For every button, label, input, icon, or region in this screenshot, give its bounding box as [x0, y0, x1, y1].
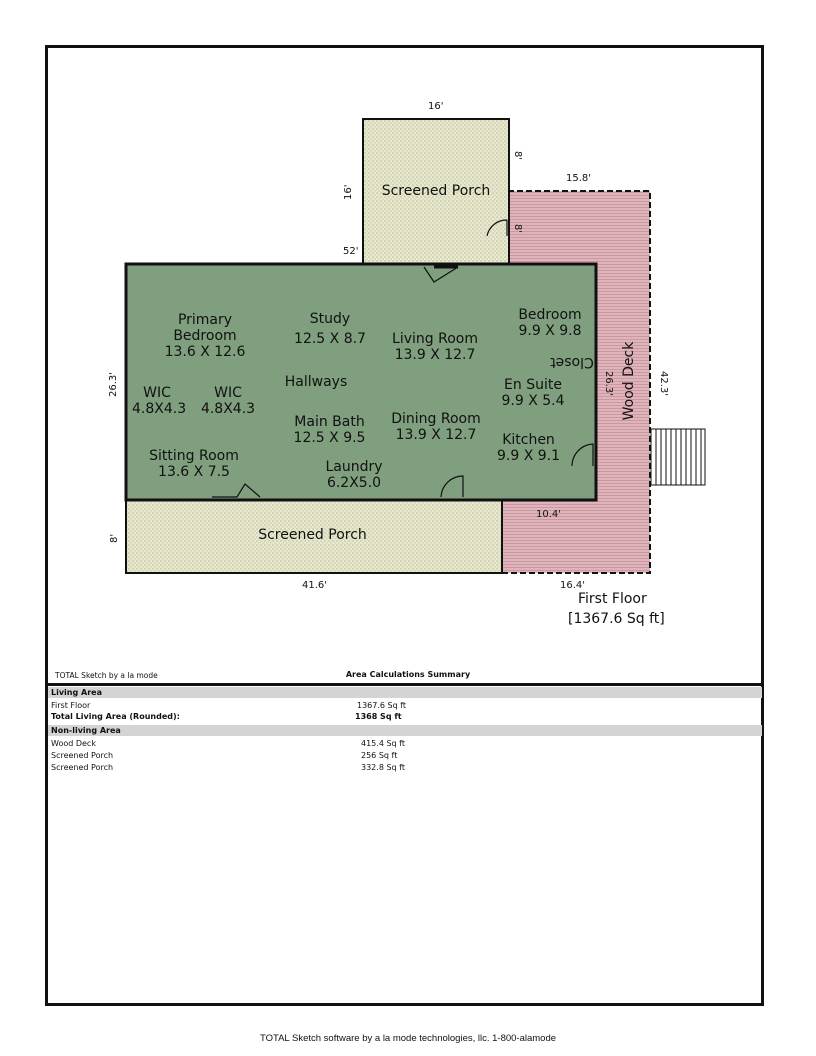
- nonliving-row-value: 415.4 Sq ft: [361, 739, 405, 748]
- summary-title: Area Calculations Summary: [345, 670, 471, 679]
- software-label: TOTAL Sketch by a la mode: [55, 671, 158, 680]
- dim-deck-inner-bottom: 10.4': [536, 509, 562, 520]
- room-screened-porch-bottom: Screened Porch: [258, 527, 367, 543]
- floor-title: First Floor: [578, 591, 647, 607]
- room-laundry: Laundry 6.2X5.0: [325, 459, 383, 491]
- dim-porch-top-width: 16': [428, 101, 444, 112]
- living-row-value: 1367.6 Sq ft: [357, 701, 407, 710]
- nonliving-row-value: 256 Sq ft: [361, 751, 398, 760]
- stairs: [651, 429, 705, 485]
- dim-main-left: 26.3': [108, 371, 119, 397]
- dim-main-top: 52': [343, 246, 359, 257]
- room-main-bath: Main Bath 12.5 X 9.5: [293, 414, 366, 446]
- room-screened-porch-top: Screened Porch: [381, 183, 491, 199]
- room-wic-1: WIC 4.8X4.3: [132, 385, 187, 417]
- room-en-suite: En Suite 9.9 X 5.4: [501, 377, 565, 409]
- total-living-label: Total Living Area (Rounded):: [51, 712, 180, 721]
- dim-porch-top-left: 16': [343, 184, 354, 200]
- dim-deck-top: 15.8': [566, 173, 592, 184]
- footer-text: TOTAL Sketch software by a la mode technologies, llc. 1-800-alamode: [259, 1033, 557, 1044]
- dim-porch-bottom-width: 41.6': [302, 580, 328, 591]
- dim-deck-inner: 26.3': [603, 370, 615, 397]
- room-living-room: Living Room 13.9 X 12.7: [392, 331, 478, 363]
- room-primary-bedroom: Primary Bedroom 13.6 X 12.6: [164, 312, 246, 360]
- nonliving-row-label: Wood Deck: [51, 739, 96, 748]
- room-wood-deck: Wood Deck: [621, 341, 637, 421]
- dim-deck-bottom: 16.4': [560, 580, 586, 591]
- room-study: Study 12.5 X 8.7: [294, 311, 366, 347]
- room-hallways: Hallways: [284, 374, 348, 390]
- room-wic-2: WIC 4.8X4.3: [200, 385, 256, 417]
- dim-deck-right: 42.3': [658, 370, 670, 397]
- dim-porch-top-right: 8': [512, 150, 524, 161]
- nonliving-row-label: Screened Porch: [51, 763, 114, 772]
- summary-divider: [45, 683, 764, 686]
- total-living-value: 1368 Sq ft: [355, 712, 402, 721]
- room-closet: Closet: [550, 354, 594, 370]
- room-kitchen: Kitchen 9.9 X 9.1: [496, 432, 561, 464]
- nonliving-row-label: Screened Porch: [51, 751, 114, 760]
- living-row-label: First Floor: [51, 701, 91, 710]
- dim-porch-top-inner: 8': [512, 223, 524, 234]
- room-sitting-room: Sitting Room 13.6 X 7.5: [149, 448, 239, 480]
- floor-area: [1367.6 Sq ft]: [568, 611, 665, 627]
- dim-porch-bottom-left: 8': [109, 533, 120, 543]
- room-dining-room: Dining Room 13.9 X 12.7: [391, 411, 481, 443]
- nonliving-area-header: Non-living Area: [48, 725, 762, 736]
- nonliving-row-value: 332.8 Sq ft: [361, 763, 405, 772]
- living-area-header: Living Area: [48, 687, 762, 698]
- room-bedroom: Bedroom 9.9 X 9.8: [518, 307, 582, 339]
